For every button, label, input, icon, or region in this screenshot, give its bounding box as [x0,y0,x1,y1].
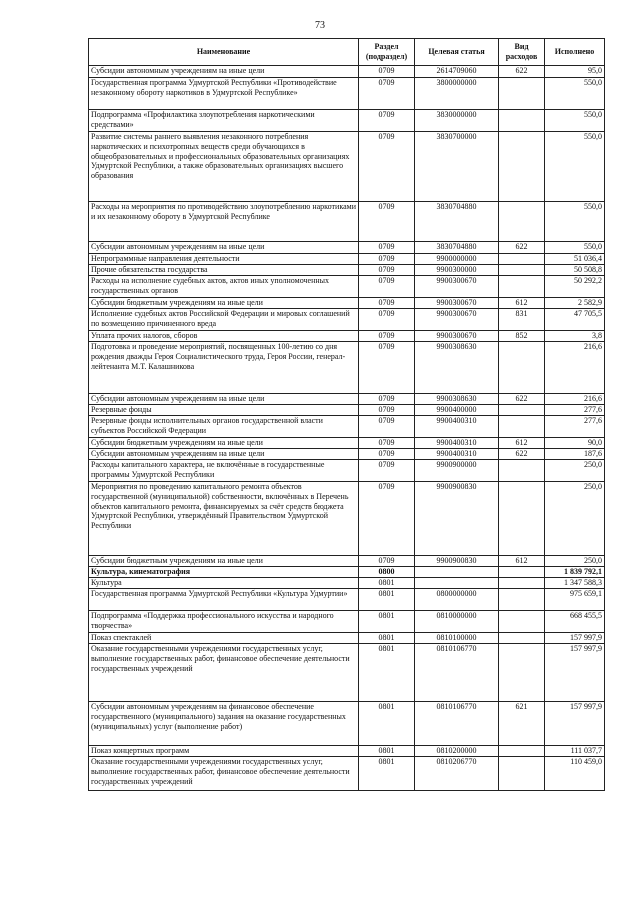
cell-kind: 612 [499,298,545,309]
header-amount: Исполнено [545,39,605,66]
cell-name: Подпрограмма «Поддержка профессионального искусства и народного творчества» [89,611,359,633]
cell-section: 0709 [359,556,415,567]
cell-name: Субсидии автономным учреждениям на иные цели [89,394,359,405]
table-row [89,556,605,567]
table-row [89,746,605,757]
cell-amount: 51 036,4 [545,254,605,265]
cell-amount: 95,0 [545,66,605,78]
cell-target: 2614709060 [415,66,499,78]
cell-kind [499,589,545,611]
cell-kind: 621 [499,702,545,746]
cell-target: 3830704880 [415,242,499,254]
cell-section: 0709 [359,331,415,342]
cell-target [415,578,499,589]
cell-target: 9900308630 [415,342,499,394]
cell-target: 0810100000 [415,633,499,644]
table-row [89,342,605,394]
cell-kind [499,342,545,394]
cell-kind [499,276,545,298]
cell-kind [499,202,545,242]
cell-amount: 90,0 [545,438,605,449]
cell-amount: 111 037,7 [545,746,605,757]
cell-name: Субсидии бюджетным учреждениям на иные цели [89,298,359,309]
cell-name: Уплата прочих налогов, сборов [89,331,359,342]
cell-amount: 975 659,1 [545,589,605,611]
cell-target [415,567,499,578]
table-row [89,482,605,556]
cell-amount: 2 582,9 [545,298,605,309]
cell-amount: 47 705,5 [545,309,605,331]
table-row [89,276,605,298]
cell-name: Субсидии бюджетным учреждениям на иные цели [89,556,359,567]
cell-name: Подпрограмма «Профилактика злоупотребления наркотическими средствами» [89,110,359,132]
cell-target: 9900400310 [415,438,499,449]
cell-kind: 622 [499,394,545,405]
cell-section: 0801 [359,746,415,757]
cell-name: Резервные фонды исполнительных органов государственной власти субъектов Российской Федерации [89,416,359,438]
cell-section: 0709 [359,394,415,405]
cell-amount: 550,0 [545,202,605,242]
cell-section: 0801 [359,633,415,644]
table-row [89,132,605,202]
cell-section: 0801 [359,644,415,702]
header-section: Раздел (подраздел) [359,39,415,66]
cell-target: 9900300670 [415,331,499,342]
cell-name: Культура, кинематография [89,567,359,578]
table-row [89,265,605,276]
cell-name: Исполнение судебных актов Российской Федерации и мировых соглашений по возмещению причиненного вреда [89,309,359,331]
cell-amount: 110 459,0 [545,757,605,791]
table-row [89,202,605,242]
cell-section: 0709 [359,66,415,78]
cell-kind [499,633,545,644]
cell-target: 3830000000 [415,110,499,132]
cell-name: Показ концертных программ [89,746,359,757]
table-body [89,66,605,791]
cell-name: Оказание государственными учреждениями государственных услуг, выполнение государственных работ, финансовое обеспечение деятельности государственных учреждений [89,757,359,791]
cell-name: Государственная программа Удмуртской Республики «Культура Удмуртии» [89,589,359,611]
cell-name: Подготовка и проведение мероприятий, посвященных 100-летию со дня рождения дважды Героя Социалистического труда, Героя России, генерал-лейтенанта М.Т. Калашникова [89,342,359,394]
cell-amount: 250,0 [545,556,605,567]
table-row [89,757,605,791]
cell-section: 0709 [359,242,415,254]
cell-kind [499,405,545,416]
cell-amount: 216,6 [545,342,605,394]
cell-section: 0709 [359,449,415,460]
table-row [89,589,605,611]
cell-target: 9900308630 [415,394,499,405]
cell-target: 0810206770 [415,757,499,791]
cell-target: 0810200000 [415,746,499,757]
cell-kind [499,132,545,202]
cell-kind [499,254,545,265]
cell-name: Мероприятия по проведению капитального ремонта объектов государственной (муниципальной) собственности, включённых в Перечень объектов капитального ремонта, финансируемых за счёт средств бюджета Удмуртской Республики, утверждённый Правительством Удмуртской Республики [89,482,359,556]
cell-section: 0709 [359,265,415,276]
cell-kind: 622 [499,449,545,460]
table-row [89,449,605,460]
cell-name: Непрограммные направления деятельности [89,254,359,265]
cell-amount: 250,0 [545,460,605,482]
table-row [89,633,605,644]
cell-name: Расходы капитального характера, не включённые в государственные программы Удмуртской Республики [89,460,359,482]
cell-target: 9900300000 [415,265,499,276]
cell-name: Расходы на исполнение судебных актов, актов иных уполномоченных государственных органов [89,276,359,298]
table-row [89,702,605,746]
header-target: Целевая статья [415,39,499,66]
cell-name: Субсидии автономным учреждениям на финансовое обеспечение государственного (муниципального) задания на оказание государственных (муниципальных) услуг (выполнение работ) [89,702,359,746]
table-row [89,254,605,265]
cell-amount: 550,0 [545,132,605,202]
cell-kind [499,78,545,110]
cell-target: 9900900830 [415,556,499,567]
table-row [89,298,605,309]
cell-section: 0709 [359,202,415,242]
budget-table [88,38,605,791]
cell-kind [499,611,545,633]
cell-name: Резервные фонды [89,405,359,416]
cell-section: 0709 [359,78,415,110]
cell-target: 0810106770 [415,702,499,746]
cell-kind: 612 [499,556,545,567]
cell-target: 9900400000 [415,405,499,416]
cell-section: 0801 [359,757,415,791]
cell-kind: 622 [499,242,545,254]
header-kind: Вид расходов [499,39,545,66]
cell-amount: 157 997,9 [545,644,605,702]
cell-name: Субсидии автономным учреждениям на иные цели [89,449,359,460]
table-row [89,578,605,589]
cell-section: 0801 [359,702,415,746]
cell-section: 0709 [359,132,415,202]
cell-section: 0709 [359,110,415,132]
cell-kind [499,567,545,578]
cell-section: 0801 [359,611,415,633]
cell-kind [499,644,545,702]
cell-kind: 831 [499,309,545,331]
table-header-row [89,39,605,66]
cell-target: 9900400310 [415,416,499,438]
cell-section: 0709 [359,342,415,394]
cell-section: 0709 [359,482,415,556]
cell-amount: 1 839 792,1 [545,567,605,578]
cell-target: 0810000000 [415,611,499,633]
cell-name: Оказание государственными учреждениями государственных услуг, выполнение государственных работ, финансовое обеспечение деятельности государственных учреждений [89,644,359,702]
table-row [89,309,605,331]
cell-section: 0801 [359,589,415,611]
cell-kind: 612 [499,438,545,449]
cell-amount: 3,8 [545,331,605,342]
cell-amount: 668 455,5 [545,611,605,633]
table-row [89,644,605,702]
table-row [89,567,605,578]
cell-kind: 852 [499,331,545,342]
cell-name: Субсидии автономным учреждениям на иные цели [89,66,359,78]
cell-kind [499,578,545,589]
cell-kind [499,757,545,791]
cell-kind [499,482,545,556]
table-row [89,66,605,78]
cell-section: 0709 [359,405,415,416]
table-row [89,394,605,405]
cell-target: 9900300670 [415,276,499,298]
table-row [89,110,605,132]
table-row [89,416,605,438]
cell-amount: 277,6 [545,416,605,438]
cell-section: 0709 [359,254,415,265]
table-row [89,611,605,633]
table-row [89,78,605,110]
cell-amount: 216,6 [545,394,605,405]
cell-target: 3800000000 [415,78,499,110]
cell-kind [499,460,545,482]
cell-amount: 550,0 [545,242,605,254]
cell-section: 0709 [359,309,415,331]
page-number: 73 [315,20,325,31]
cell-name: Государственная программа Удмуртской Республики «Противодействие незаконному обороту наркотиков в Удмуртской Республике» [89,78,359,110]
cell-section: 0709 [359,438,415,449]
cell-kind [499,416,545,438]
cell-kind [499,746,545,757]
table-row [89,331,605,342]
cell-target: 9900000000 [415,254,499,265]
cell-section: 0709 [359,416,415,438]
cell-section: 0709 [359,298,415,309]
cell-target: 9900900000 [415,460,499,482]
table-row [89,242,605,254]
cell-amount: 157 997,9 [545,702,605,746]
cell-amount: 157 997,9 [545,633,605,644]
table-row [89,405,605,416]
cell-name: Субсидии автономным учреждениям на иные цели [89,242,359,254]
cell-target: 9900900830 [415,482,499,556]
cell-name: Показ спектаклей [89,633,359,644]
cell-section: 0800 [359,567,415,578]
cell-target: 3830700000 [415,132,499,202]
cell-amount: 277,6 [545,405,605,416]
cell-target: 0800000000 [415,589,499,611]
cell-target: 9900300670 [415,309,499,331]
cell-kind [499,265,545,276]
cell-amount: 187,6 [545,449,605,460]
cell-name: Прочие обязательства государства [89,265,359,276]
table-row [89,460,605,482]
table-row [89,438,605,449]
cell-section: 0801 [359,578,415,589]
cell-amount: 1 347 588,3 [545,578,605,589]
cell-section: 0709 [359,276,415,298]
cell-name: Культура [89,578,359,589]
cell-kind: 622 [499,66,545,78]
cell-amount: 250,0 [545,482,605,556]
cell-amount: 50 508,8 [545,265,605,276]
cell-target: 0810106770 [415,644,499,702]
cell-name: Развитие системы раннего выявления незаконного потребления наркотических и психотропных веществ среди обучающихся в общеобразовательных и профессиональных образовательных организациях Удмуртской Республики, а также образовательных организациях высшего образования [89,132,359,202]
cell-kind [499,110,545,132]
cell-target: 9900300670 [415,298,499,309]
cell-section: 0709 [359,460,415,482]
header-name: Наименование [89,39,359,66]
cell-amount: 50 292,2 [545,276,605,298]
cell-target: 9900400310 [415,449,499,460]
cell-name: Субсидии бюджетным учреждениям на иные цели [89,438,359,449]
cell-amount: 550,0 [545,78,605,110]
cell-target: 3830704880 [415,202,499,242]
cell-name: Расходы на мероприятия по противодействию злоупотреблению наркотиками и их незаконному обороту в Удмуртской Республике [89,202,359,242]
cell-amount: 550,0 [545,110,605,132]
